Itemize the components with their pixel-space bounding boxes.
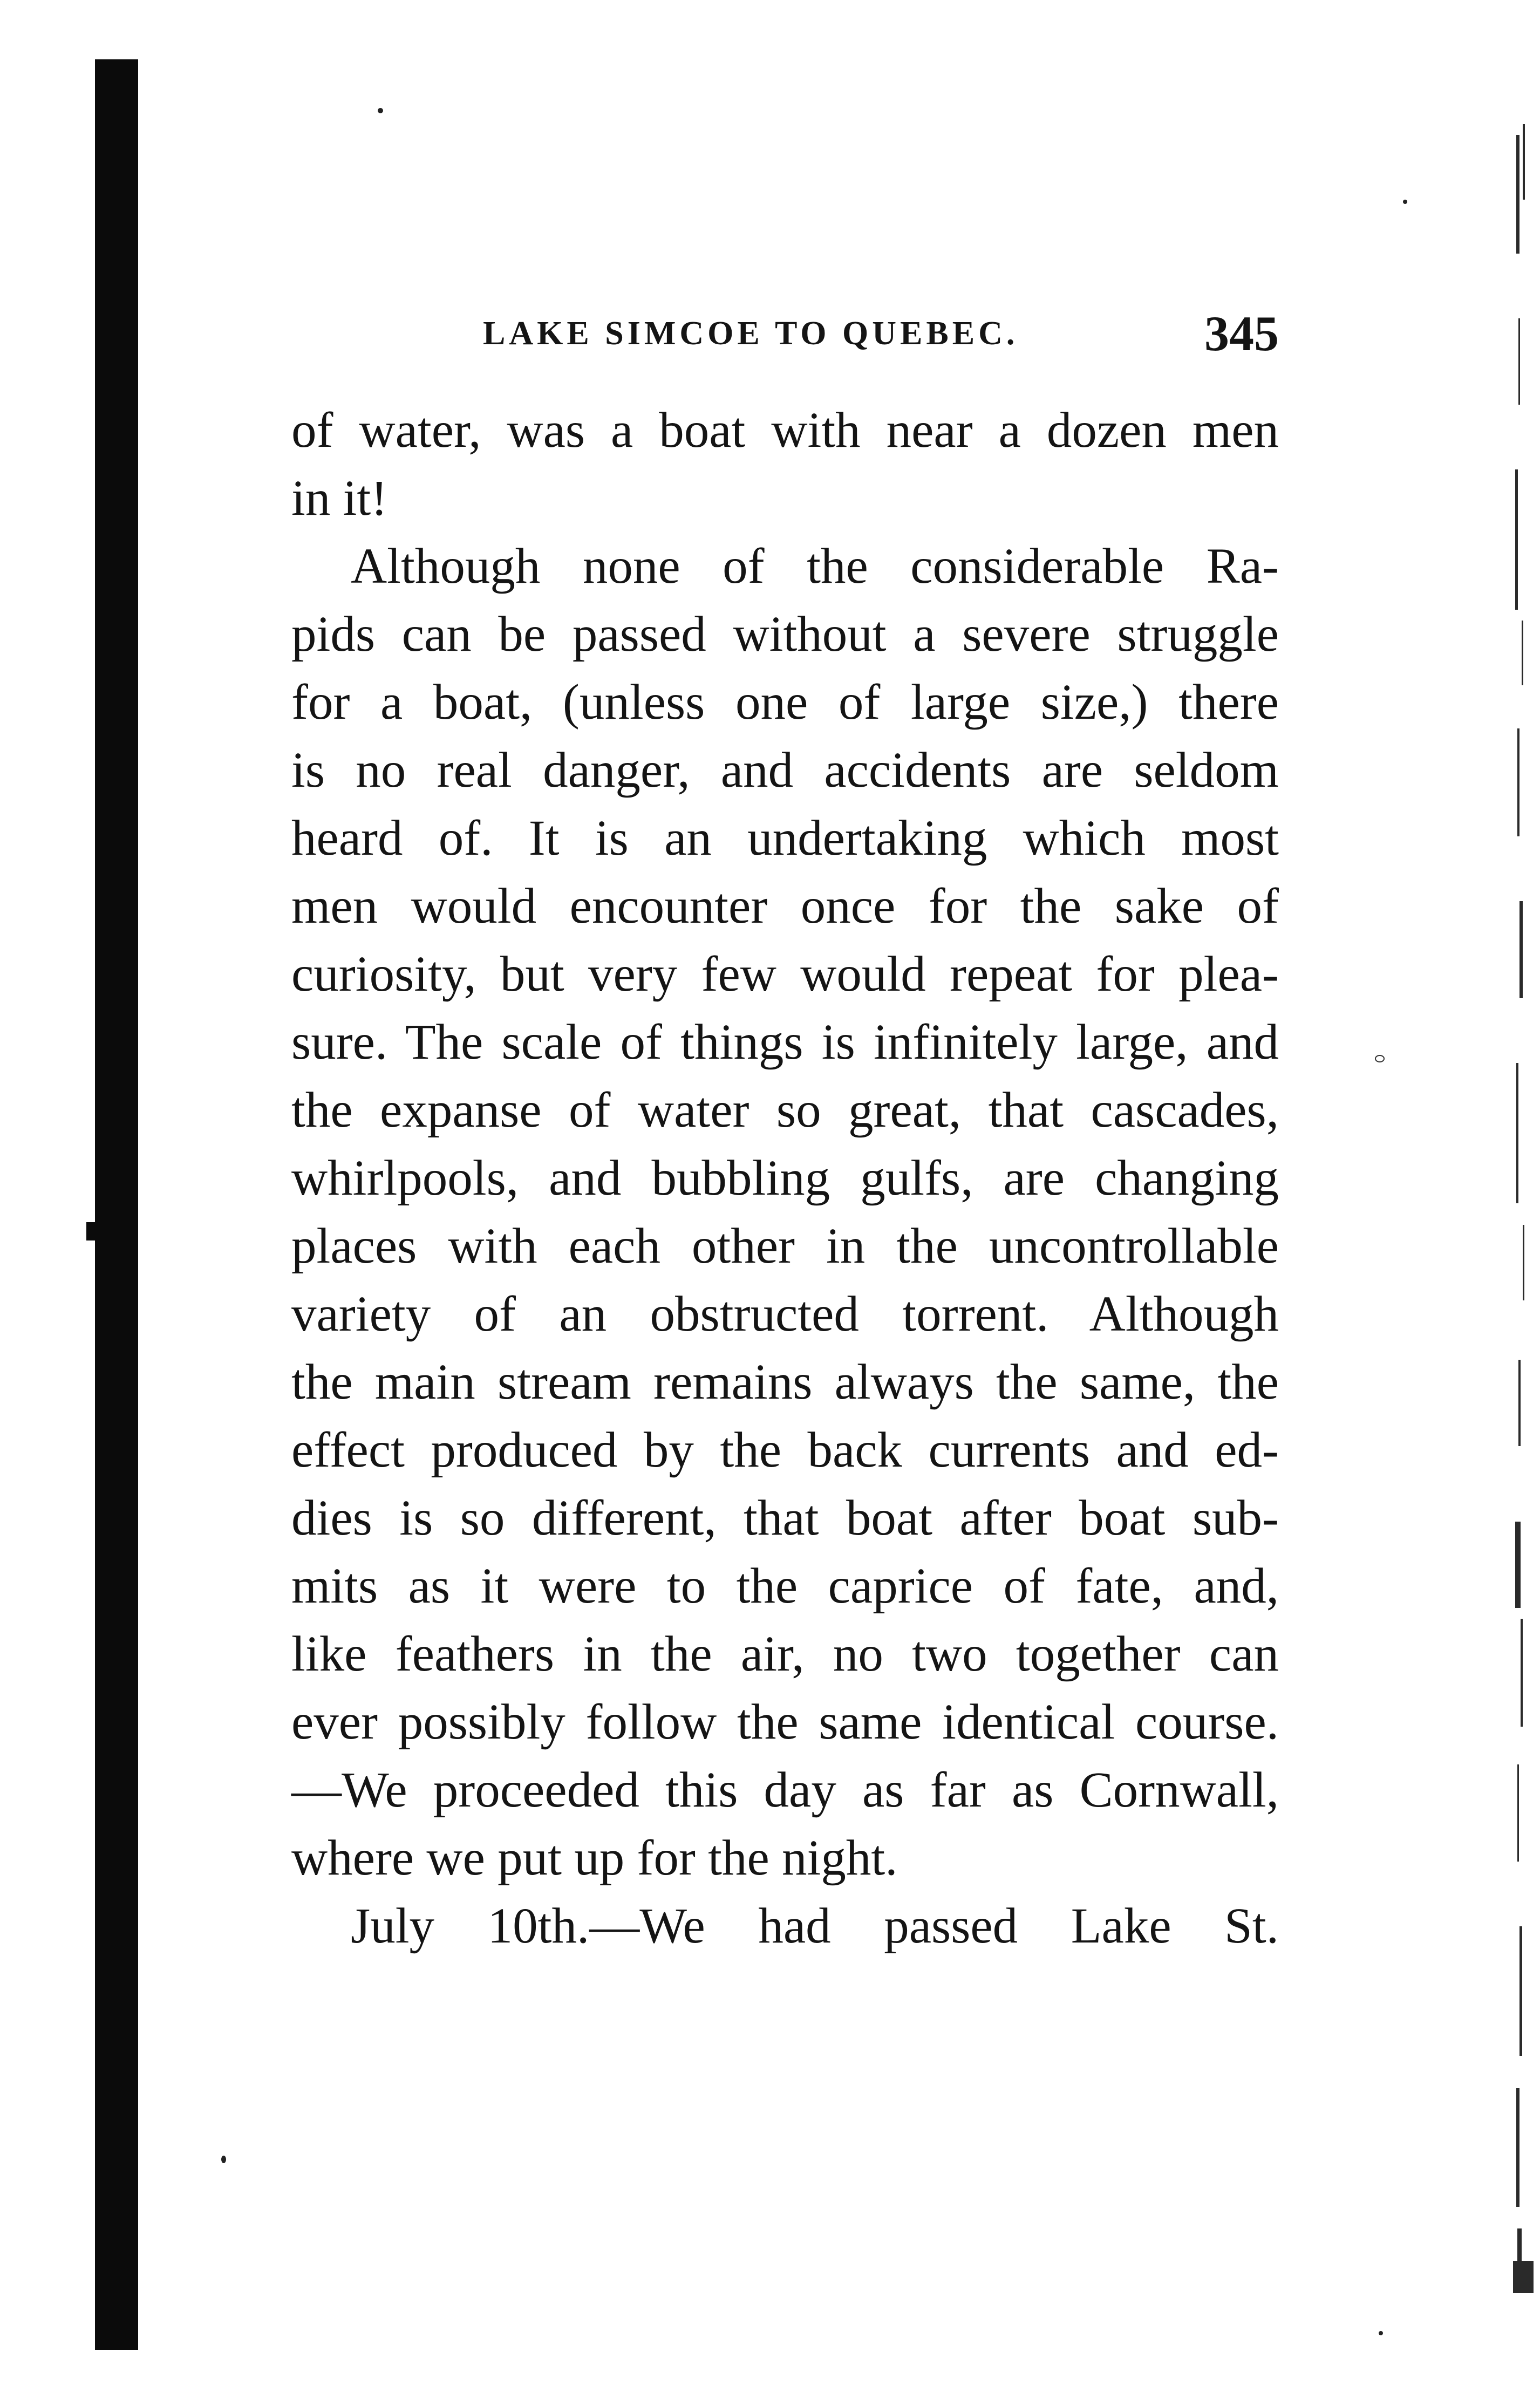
text-line: dies is so different, that boat after boat sub- xyxy=(291,1490,1279,1546)
text-line: is no real danger, and accidents are seldom xyxy=(291,742,1279,798)
text-line: effect produced by the back currents and ed- xyxy=(291,1422,1279,1478)
paper-speck xyxy=(1403,200,1407,204)
text-line: the expanse of water so great, that cascades, xyxy=(291,1082,1279,1138)
text-line: whirlpools, and bubbling gulfs, are changing xyxy=(291,1150,1279,1206)
text-line: curiosity, but very few would repeat for plea- xyxy=(291,946,1279,1002)
text-line: mits as it were to the caprice of fate, and, xyxy=(291,1558,1279,1614)
text-line: sure. The scale of things is infinitely large, and xyxy=(291,1014,1279,1070)
paragraph-first-line: July 10th.—We had passed Lake St. xyxy=(351,1898,1279,1954)
text-line: variety of an obstructed torrent. Although xyxy=(291,1286,1279,1342)
text-line: places with each other in the uncontrollable xyxy=(291,1218,1279,1274)
text-line: like feathers in the air, no two together can xyxy=(291,1626,1279,1682)
page-number: 345 xyxy=(1204,306,1279,361)
binding-shadow-notch xyxy=(86,1222,98,1241)
running-head xyxy=(291,305,1279,364)
adjacent-page-edge xyxy=(1495,92,1540,2358)
text-line: ever possibly follow the same identical course. xyxy=(291,1694,1279,1750)
text-line: pids can be passed without a severe struggle xyxy=(291,606,1279,662)
paper-speck xyxy=(1379,2331,1383,2335)
text-line: men would encounter once for the sake of xyxy=(291,878,1279,934)
text-line: the main stream remains always the same, the xyxy=(291,1354,1279,1410)
text-line: for a boat, (unless one of large size,) there xyxy=(291,674,1279,730)
paragraph-first-line: Although none of the considerable Ra- xyxy=(351,539,1279,594)
body-text xyxy=(291,397,1279,1960)
text-line: in it! xyxy=(291,471,388,526)
paper-speck xyxy=(1375,1055,1385,1062)
page-edge-marks xyxy=(1495,92,1540,2358)
paper-speck xyxy=(221,2156,226,2163)
text-line: —We proceeded this day as far as Cornwall, xyxy=(291,1762,1279,1818)
text-line: where we put up for the night. xyxy=(291,1830,898,1886)
text-line: of water, was a boat with near a dozen men xyxy=(291,403,1279,458)
paper-speck xyxy=(378,108,383,113)
text-line: heard of. It is an undertaking which most xyxy=(291,810,1279,866)
running-head-title: LAKE SIMCOE TO QUEBEC. xyxy=(483,315,1019,352)
binding-shadow-bar xyxy=(95,59,138,2350)
